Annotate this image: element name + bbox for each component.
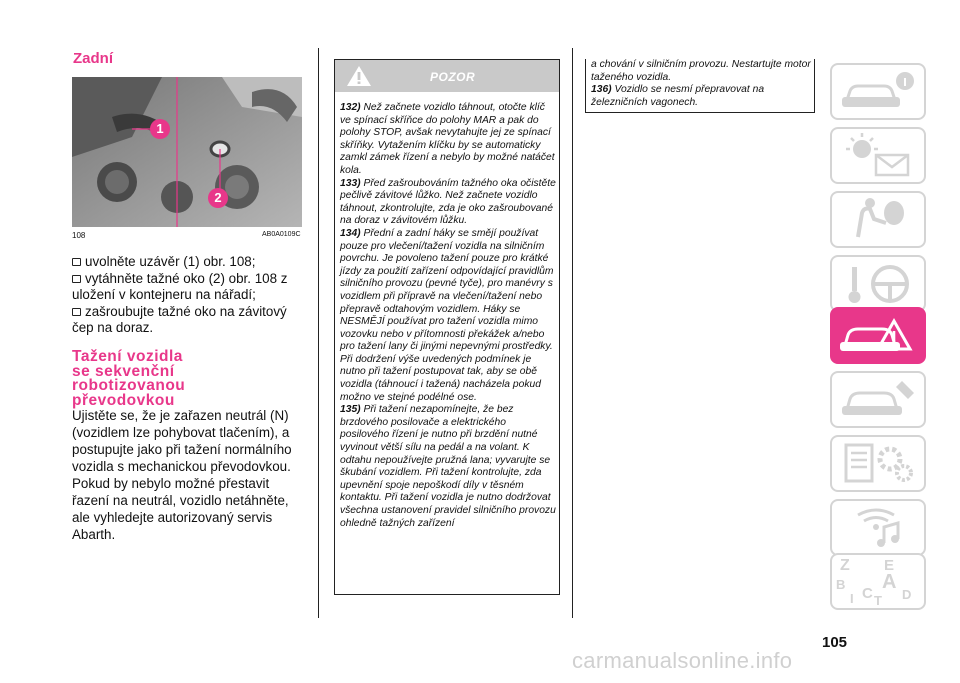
warning-header <box>335 60 559 92</box>
index-alphabet-icon: Z E B A I C T D <box>836 557 912 608</box>
tab-technical-data[interactable] <box>830 435 926 492</box>
callout-2: 2 <box>214 190 222 205</box>
bullet-list <box>72 254 304 337</box>
car-info-icon <box>832 65 924 118</box>
checkbox-bullet-icon <box>72 275 81 283</box>
list-item: uvolněte uzávěr (1) obr. 108; <box>72 254 304 271</box>
column-divider <box>572 48 573 618</box>
warning-item: 133) Před zašroubováním tažného oka očistěte pečlivě závitové lůžko. Než začnete vozidlo táhnout, zkontrolujte, zda je oko zašroubované na doraz v závitovém lůžku. <box>340 177 556 227</box>
tab-lights-messages[interactable] <box>830 127 926 184</box>
airbag-seatbelt-icon <box>832 193 924 246</box>
tab-car-info[interactable] <box>830 63 926 120</box>
section-title: Zadní <box>73 50 113 67</box>
section-heading: Tažení vozidla se sekvenční robotizovanou převodovkou <box>72 348 186 409</box>
column-divider <box>318 48 319 618</box>
warning-body <box>340 102 558 530</box>
key-steering-wheel-icon <box>832 257 924 310</box>
tab-emergency[interactable] <box>830 307 926 364</box>
warning-triangle-icon <box>345 64 373 88</box>
technical-data-icon <box>832 437 924 490</box>
tab-index[interactable] <box>830 553 926 610</box>
checkbox-bullet-icon <box>72 308 81 316</box>
tab-multimedia[interactable] <box>830 499 926 556</box>
warning-item: 134) Přední a zadní háky se smějí používat pouze pro vlečení/tažení vozidla na silničním povrchu. Je povoleno tažení pouze pro krátké jízdy za použití zařízení odpovídající pravidlům silničního provozu (pevné tyče), pro manévry s vozidlem při přípravě na vlečení/tažení nebo přepravě odtahovým vozidlem. Háky se NESMĚJÍ používat pro tažení vozidla mimo vozovku nebo v přítomnosti překážek a/nebo pro tažení lany či jinými nepevnými prostředky. Při dodržení výše uvedených podmínek je nutno při tažení postupovat tak, aby se obě vozidla (táhnoucí i tažená) nacházela pokud možno ve stejné podélné ose. <box>340 227 554 403</box>
warning-continuation-body: a chování v silničním provozu. Nestartujte motor taženého vozidla. 136) Vozidlo se nesmí přepravovat na železničních vagonech. <box>591 59 811 108</box>
callout-1: 1 <box>156 121 164 136</box>
warning-continuation-box <box>585 59 815 113</box>
figure-code: AB0A0109C <box>262 231 301 238</box>
warning-title: POZOR <box>430 70 476 84</box>
warning-box <box>334 59 560 595</box>
list-item: zašroubujte tažné oko na závitový čep na doraz. <box>72 303 287 335</box>
figure-number: 108 <box>72 231 86 240</box>
warning-item: 136) Vozidlo se nesmí přepravovat na železničních vagonech. <box>591 84 765 108</box>
tab-maintenance[interactable] <box>830 371 926 428</box>
body-paragraph: Ujistěte se, že je zařazen neutrál (N) (vozidlem lze pohybovat tlačením), a postupujte jako při tažení normálního vozidla s mechanickou převodovkou. Pokud by nebylo možné přestavit řazení na neutrál, vozidlo netáhněte, ale vyhledejte autorizovaný servis Abarth. <box>72 408 292 542</box>
list-item: vytáhněte tažné oko (2) obr. 108 z uložení v kontejneru na nářadí; <box>72 270 288 302</box>
watermark-text: carmanualsonline.info <box>572 648 793 673</box>
car-breakdown-icon <box>832 309 924 362</box>
figure-photo <box>72 77 302 227</box>
warning-item: 132) Než začnete vozidlo táhnout, otočte klíč ve spínací skříňce do polohy MAR a pak do polohy STOP, avšak nevytahujte jej ze spínací skříňky. Vytažením klíčku by se automaticky zamkl zámek řízení a nebylo by možné natáčet kola. <box>340 102 555 176</box>
checkbox-bullet-icon <box>72 258 81 266</box>
page-number: 105 <box>822 634 848 651</box>
warning-item: 135) Při tažení nezapomínejte, že bez brzdového posilovače a elektrického posilového řízení je nutno při brzdění nutné vyvinout větší sílu na pedál a na volant. K odtahu nepoužívejte pružná lana; vyvarujte se škubání vozidlem. Při tažení kontrolujte, zda upevnění spoje nepoškodí díly v těsném kontaktu. Při tažení vozidla je nutno dodržovat všechna ustanovení pravidel silničního provozu ohledně tažných zařízení <box>340 404 556 529</box>
tab-starting-driving[interactable] <box>830 255 926 312</box>
lights-message-icon <box>832 129 924 182</box>
tab-safety[interactable] <box>830 191 926 248</box>
car-service-icon <box>832 373 924 426</box>
multimedia-icon <box>832 501 924 554</box>
